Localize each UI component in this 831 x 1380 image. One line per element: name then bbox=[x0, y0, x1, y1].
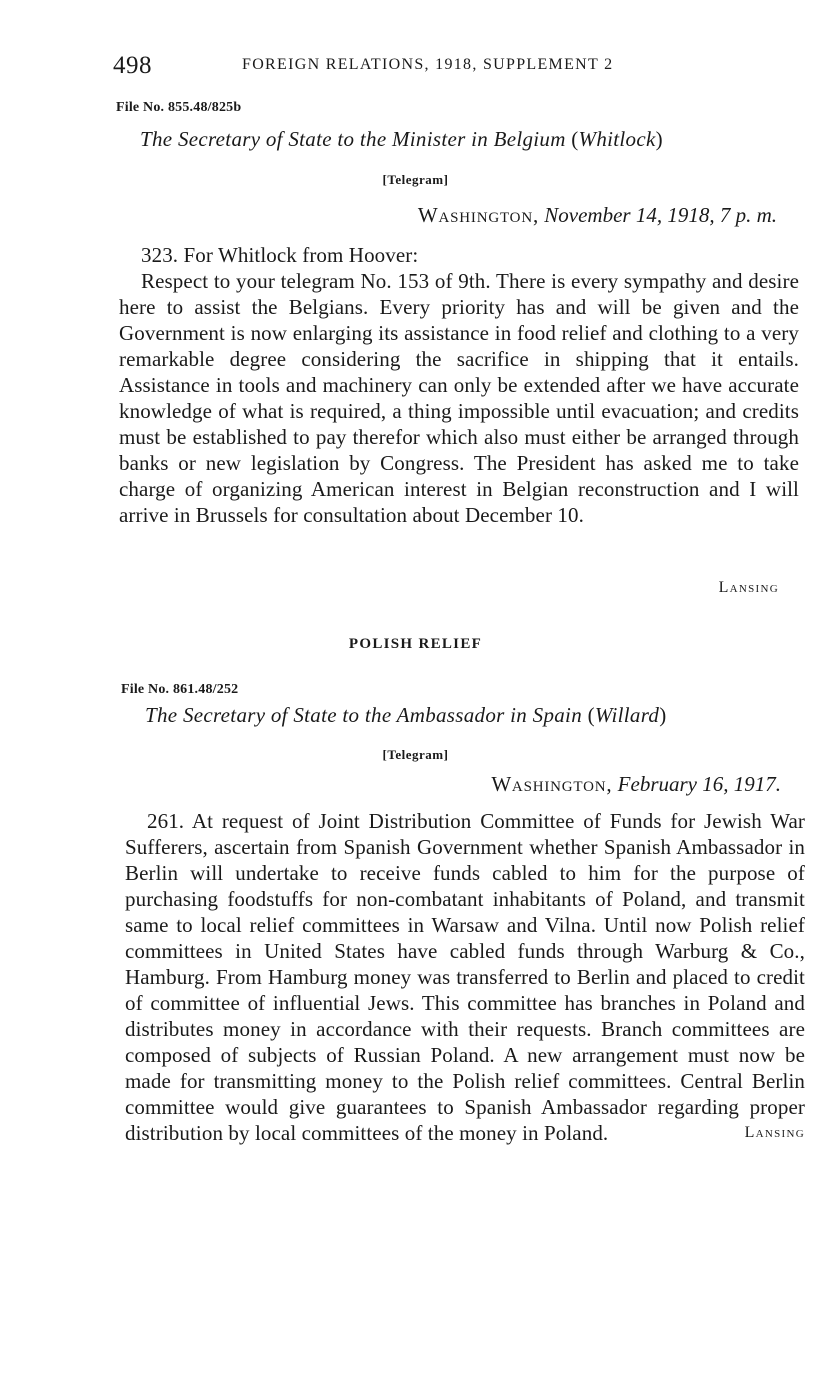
dateline-place: Washington, bbox=[417, 203, 540, 227]
telegram-label: [Telegram] bbox=[382, 172, 449, 187]
dateline-date: November 14, 1918, 7 p. m. bbox=[544, 203, 777, 227]
message-body bbox=[119, 242, 799, 528]
title-recipient-name: Whitlock bbox=[578, 127, 656, 151]
message-body bbox=[125, 808, 805, 1146]
message-paragraph bbox=[125, 808, 805, 1146]
dateline-date: February 16, 1917. bbox=[617, 772, 781, 796]
dateline bbox=[491, 772, 781, 797]
running-head: FOREIGN RELATIONS, 1918, SUPPLEMENT 2 bbox=[242, 56, 614, 73]
title-main: The Secretary of State to the Ambassador in Spain bbox=[145, 703, 582, 727]
dateline bbox=[418, 203, 777, 228]
title-main: The Secretary of State to the Minister in Belgium bbox=[140, 127, 566, 151]
signature: Lansing bbox=[744, 1124, 805, 1141]
section-heading: POLISH RELIEF bbox=[348, 636, 483, 652]
title-recipient-name: Willard bbox=[594, 703, 660, 727]
file-number: File No. 861.48/252 bbox=[121, 682, 239, 697]
document-title: The Secretary of State to the Ambassador in Spain (Willard) bbox=[145, 703, 667, 727]
signature: Lansing bbox=[718, 579, 779, 596]
page-number: 498 bbox=[113, 52, 152, 79]
document-title: The Secretary of State to the Minister in Belgium (Whitlock) bbox=[140, 127, 663, 151]
message-opening: 323. For Whitlock from Hoover: bbox=[141, 243, 419, 267]
message-paragraph-text: 261. At request of Joint Distribution Committee of Funds for Jewish War Sufferers, ascertain from Spanish Government whether Spanish Ambassador in Berlin will undertake to receive funds cabled to him for the purpose of purchasing foodstuffs for non-combatant inhabitants of Poland, and transmit same to local relief committees in Warsaw and Vilna. Until now Polish relief committees in United States have cabled funds through Warburg & Co., Hamburg. From Hamburg money was transferred to Berlin and placed to credit of committee of influential Jews. This committee has branches in Poland and distributes money in accordance with their requests. Branch committees are composed of subjects of Russian Poland. A new arrangement must now be made for transmitting money to the Polish relief committees. Central Berlin committee would give guarantees to Spanish Ambassador regarding proper distribution by local committees of the money in Poland. bbox=[125, 809, 805, 1145]
file-number: File No. 855.48/825b bbox=[116, 100, 242, 115]
telegram-label: [Telegram] bbox=[382, 747, 449, 762]
dateline-place: Washington, bbox=[491, 772, 613, 796]
message-paragraph: Respect to your telegram No. 153 of 9th. There is every sympathy and desire here to assist the Belgians. Every priority has and will be given and the Government is now enlarging its assistance in food relief and clothing to a very remarkable degree considering the sacrifice in shipping that it entails. Assistance in tools and machinery can only be extended after we have accurate knowledge of what is required, a thing impossible until evacuation; and credits must be established to pay therefor which also must either be arranged through banks or new legislation by Congress. The President has asked me to take charge of organizing American interest in Belgian reconstruction and I will arrive in Brussels for consultation about December 10. bbox=[119, 269, 799, 527]
